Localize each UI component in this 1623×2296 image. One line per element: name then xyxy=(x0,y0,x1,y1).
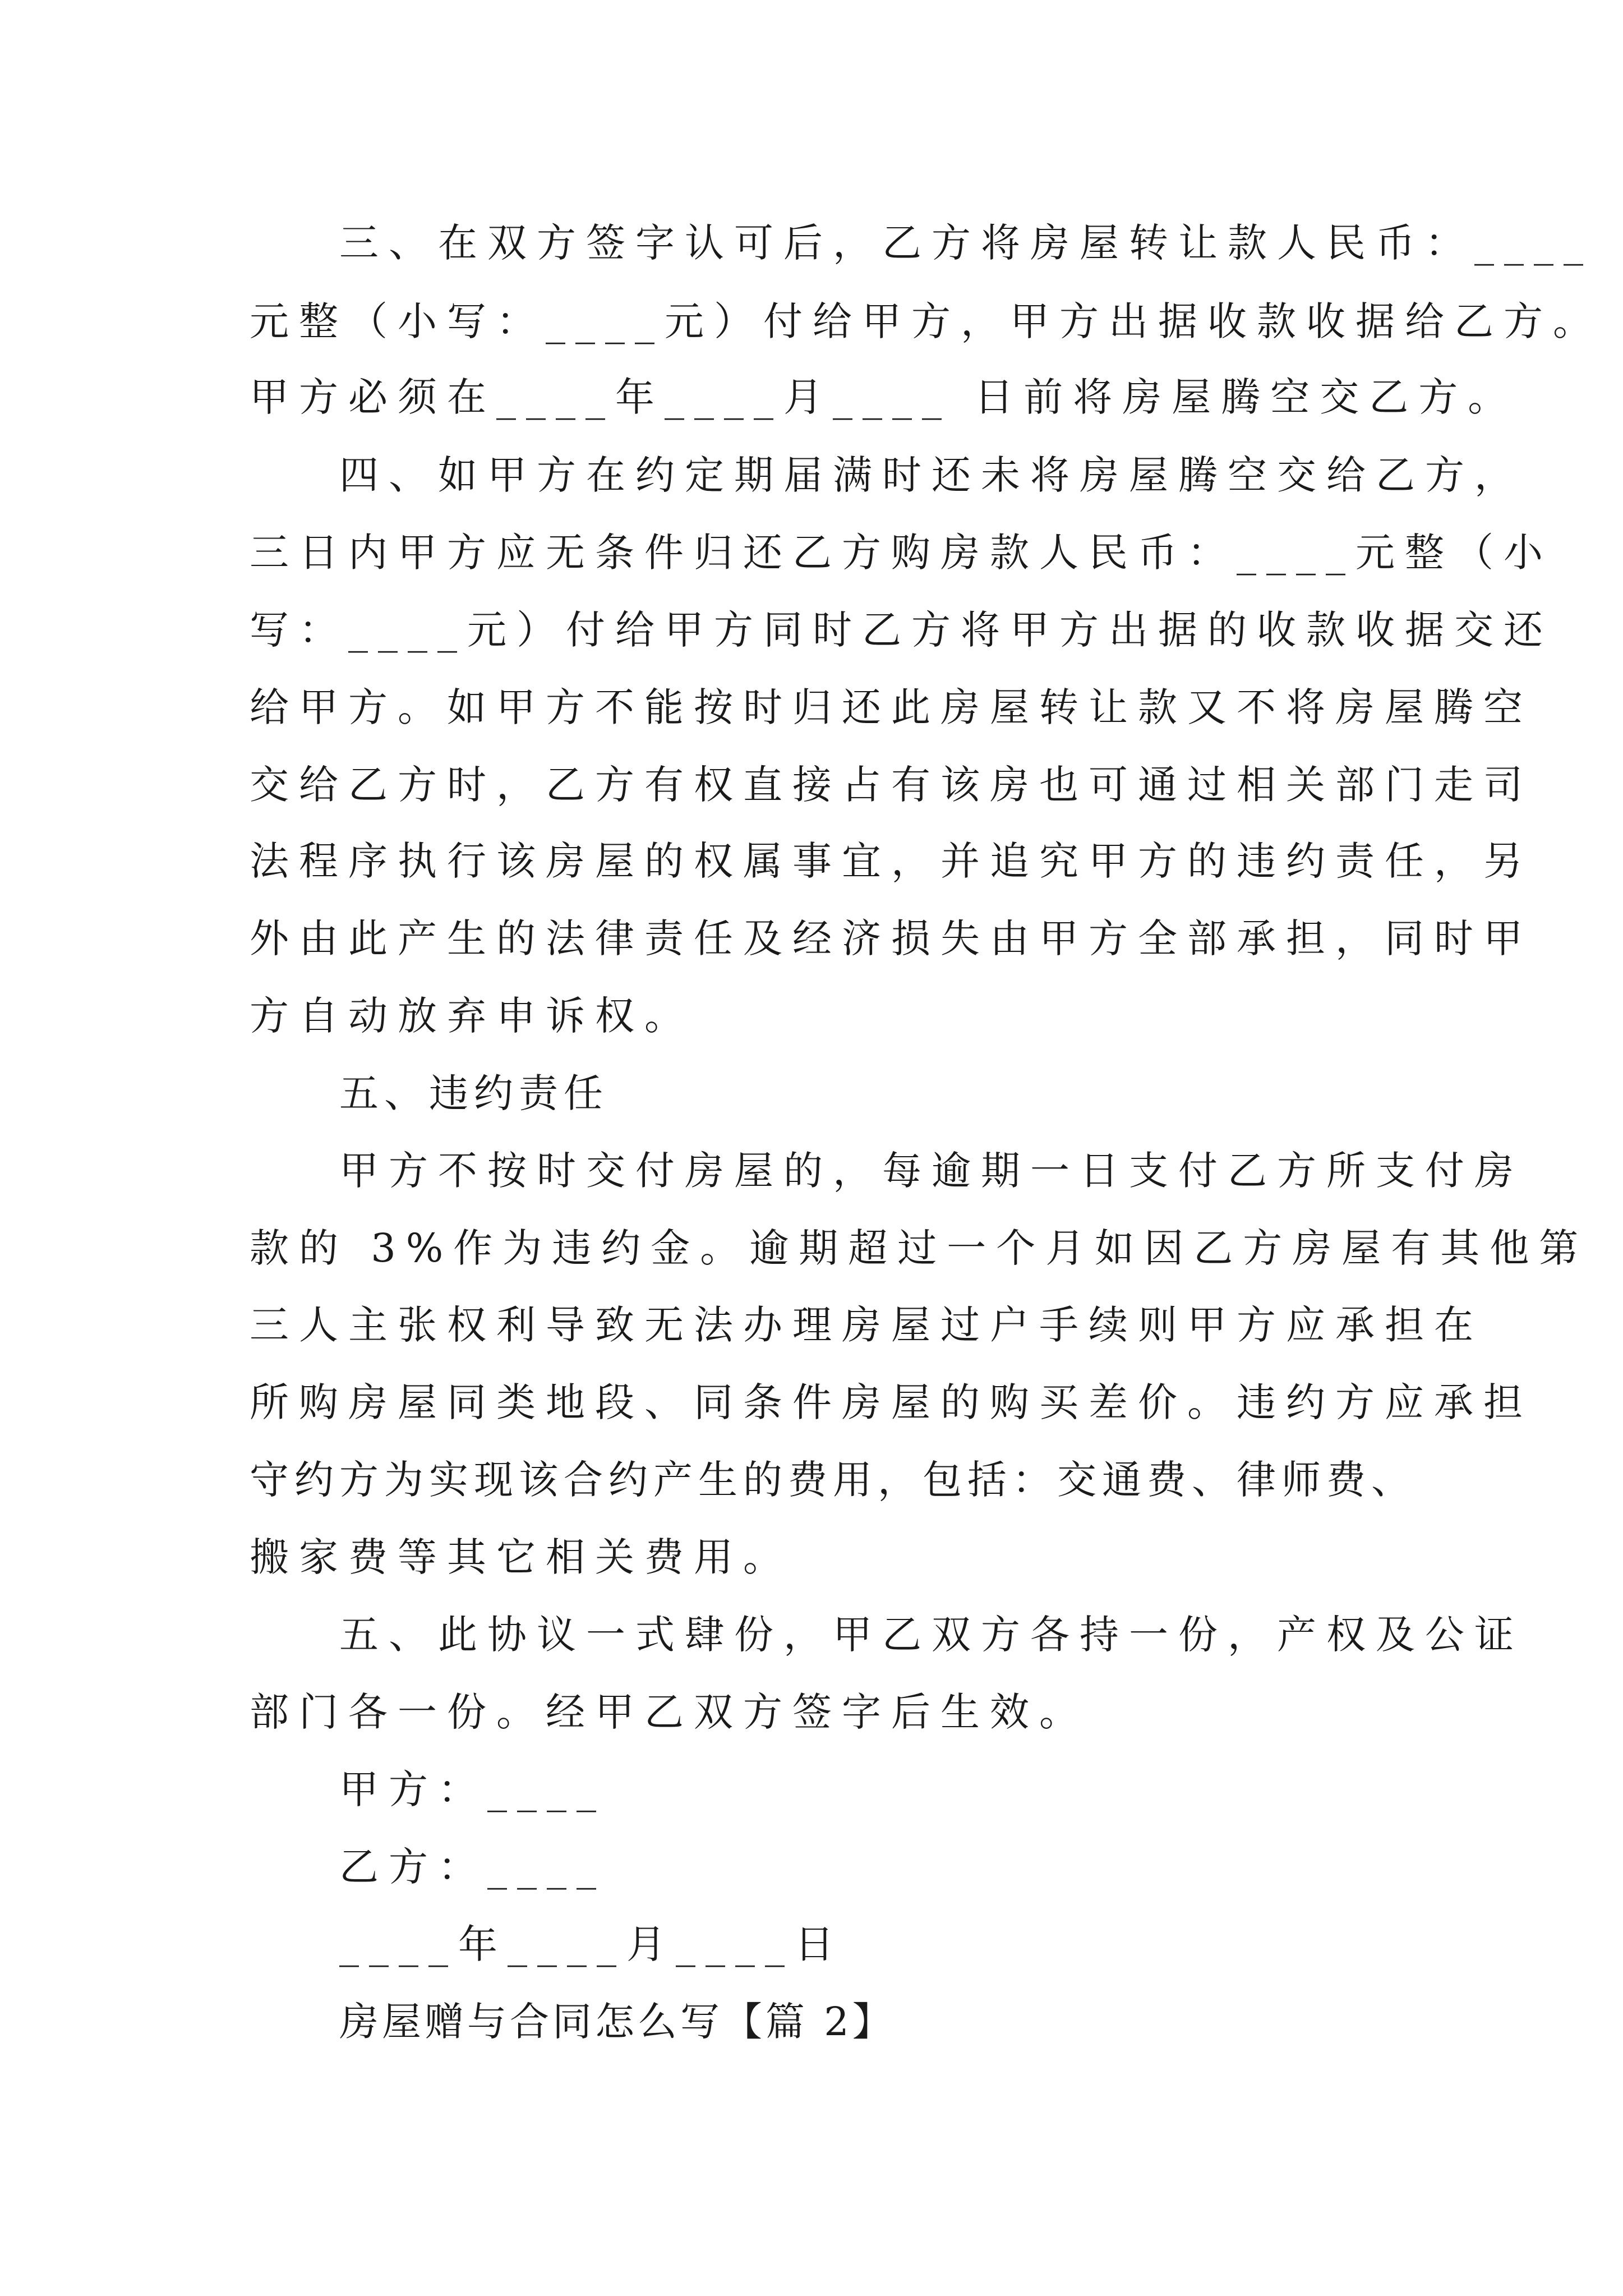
paragraph-line: 五、此协议一式肆份，甲乙双方各持一份，产权及公证 xyxy=(339,1612,1524,1658)
date-line: ____年____月____日 xyxy=(339,1921,844,1967)
section-heading: 五、违约责任 xyxy=(339,1070,608,1116)
paragraph-line: 守约方为实现该合约产生的费用，包括：交通费、律师费、 xyxy=(250,1457,1416,1503)
party-a-signature-line: 甲方：____ xyxy=(339,1766,606,1812)
paragraph-line: 所购房屋同类地段、同条件房屋的购买差价。违约方应承担 xyxy=(250,1379,1533,1425)
paragraph-line: 部门各一份。经甲乙双方签字后生效。 xyxy=(250,1689,1089,1735)
paragraph-line: 三日内甲方应无条件归还乙方购房款人民币：____元整（小 xyxy=(250,530,1553,576)
party-b-signature-line: 乙方：____ xyxy=(339,1844,606,1890)
paragraph-line: 甲方不按时交付房屋的，每逾期一日支付乙方所支付房 xyxy=(339,1148,1524,1194)
paragraph-line: 搬家费等其它相关费用。 xyxy=(250,1534,792,1580)
paragraph-line: 交给乙方时，乙方有权直接占有该房也可通过相关部门走司 xyxy=(250,762,1533,808)
paragraph-line: 款的 3%作为违约金。逾期超过一个月如因乙方房屋有其他第 xyxy=(250,1225,1589,1271)
paragraph-line: 法程序执行该房屋的权属事宜，并追究甲方的违约责任，另 xyxy=(250,838,1533,884)
paragraph-line: 方自动放弃申诉权。 xyxy=(250,993,694,1039)
paragraph-line: 甲方必须在____年____月____ 日前将房屋腾空交乙方。 xyxy=(250,374,1518,420)
paragraph-line: 外由此产生的法律责任及经济损失由甲方全部承担，同时甲 xyxy=(250,915,1533,961)
paragraph-line: 三、在双方签字认可后，乙方将房屋转让款人民币：____ xyxy=(339,220,1593,266)
paragraph-line: 四、如甲方在约定期届满时还未将房屋腾空交给乙方， xyxy=(339,452,1524,498)
paragraph-line: 给甲方。如甲方不能按时归还此房屋转让款又不将房屋腾空 xyxy=(250,684,1533,730)
paragraph-line: 三人主张权利导致无法办理房屋过户手续则甲方应承担在 xyxy=(250,1302,1483,1348)
paragraph-line: 元整（小写：____元）付给甲方，甲方出据收款收据给乙方。 xyxy=(250,298,1602,344)
next-section-title: 房屋赠与合同怎么写【篇 2】 xyxy=(339,1999,895,2045)
paragraph-line: 写：____元）付给甲方同时乙方将甲方出据的收款收据交还 xyxy=(250,607,1553,653)
